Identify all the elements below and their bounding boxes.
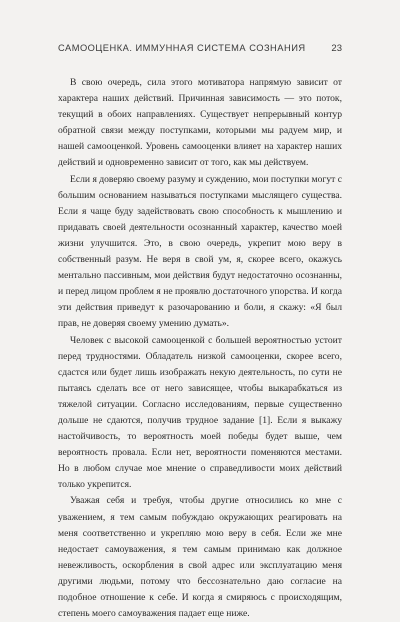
paragraph-3: Человек с высокой самооценкой с большей вероятностью устоит перед трудностями. Обладатель низкой самооценки, скорее всего, сдастся или будет лишь изображать некую деятельность, по сути не пытаясь сделать все от него зависящее, чтобы выкарабкаться из тяжелой ситуации. Согласно исследованиям, первые существенно дольше не сдаются, получив трудное задание [1]. Если я выкажу настойчивость, то вероятность моей победы будет выше, чем вероятность провала. Если нет, вероятности поменяются местами. Но в любом случае мое мнение о справедливости моих действий только укрепится. bbox=[58, 334, 342, 491]
page-number: 23 bbox=[331, 43, 342, 54]
running-header bbox=[58, 43, 342, 54]
running-title: САМООЦЕНКА. ИММУННАЯ СИСТЕМА СОЗНАНИЯ bbox=[58, 43, 306, 53]
paragraph-4: Уважая себя и требуя, чтобы другие относились ко мне с уважением, я тем самым побуждаю окружающих реагировать на меня соответственно и укрепляю мою веру в себя. Если же мне недостает самоуважения, я тем самым принимаю как должное невежливость, оскорбления в свой адрес или эксплуатацию меня другими людьми, потому что бессознательно даю согласие на подобное отношение к себе. И когда я смиряюсь с происходящим, степень моего самоуважения падает еще ниже. bbox=[58, 495, 342, 620]
body-text bbox=[58, 75, 342, 622]
paragraph-2: Если я доверяю своему разуму и суждению, мои поступки могут с большим основанием называться поступками мыслящего существа. Если я чаще буду задействовать свою способность к мышлению и придавать своей деятельности осознанный характер, качество моей жизни улучшится. Это, в свою очередь, укрепит мою веру в собственный разум. Не веря в свой ум, я, скорее всего, окажусь ментально пассивным, мои действия будут недостаточно осознанны, и перед лицом проблем я не проявлю достаточного упорства. И когда эти действия приведут к разочарованию и боли, я скажу: «Я был прав, не доверяя своему умению думать». bbox=[58, 173, 342, 330]
paragraph-1: В свою очередь, сила этого мотиватора напрямую зависит от характера наших действий. Причинная зависимость — это поток, текущий в обоих направлениях. Существует непрерывный контур обратной связи между поступками, которыми мы радуем мир, и нашей самооценкой. Уровень самооценки влияет на характер наших действий и одновременно зависит от того, как мы действуем. bbox=[58, 77, 342, 169]
